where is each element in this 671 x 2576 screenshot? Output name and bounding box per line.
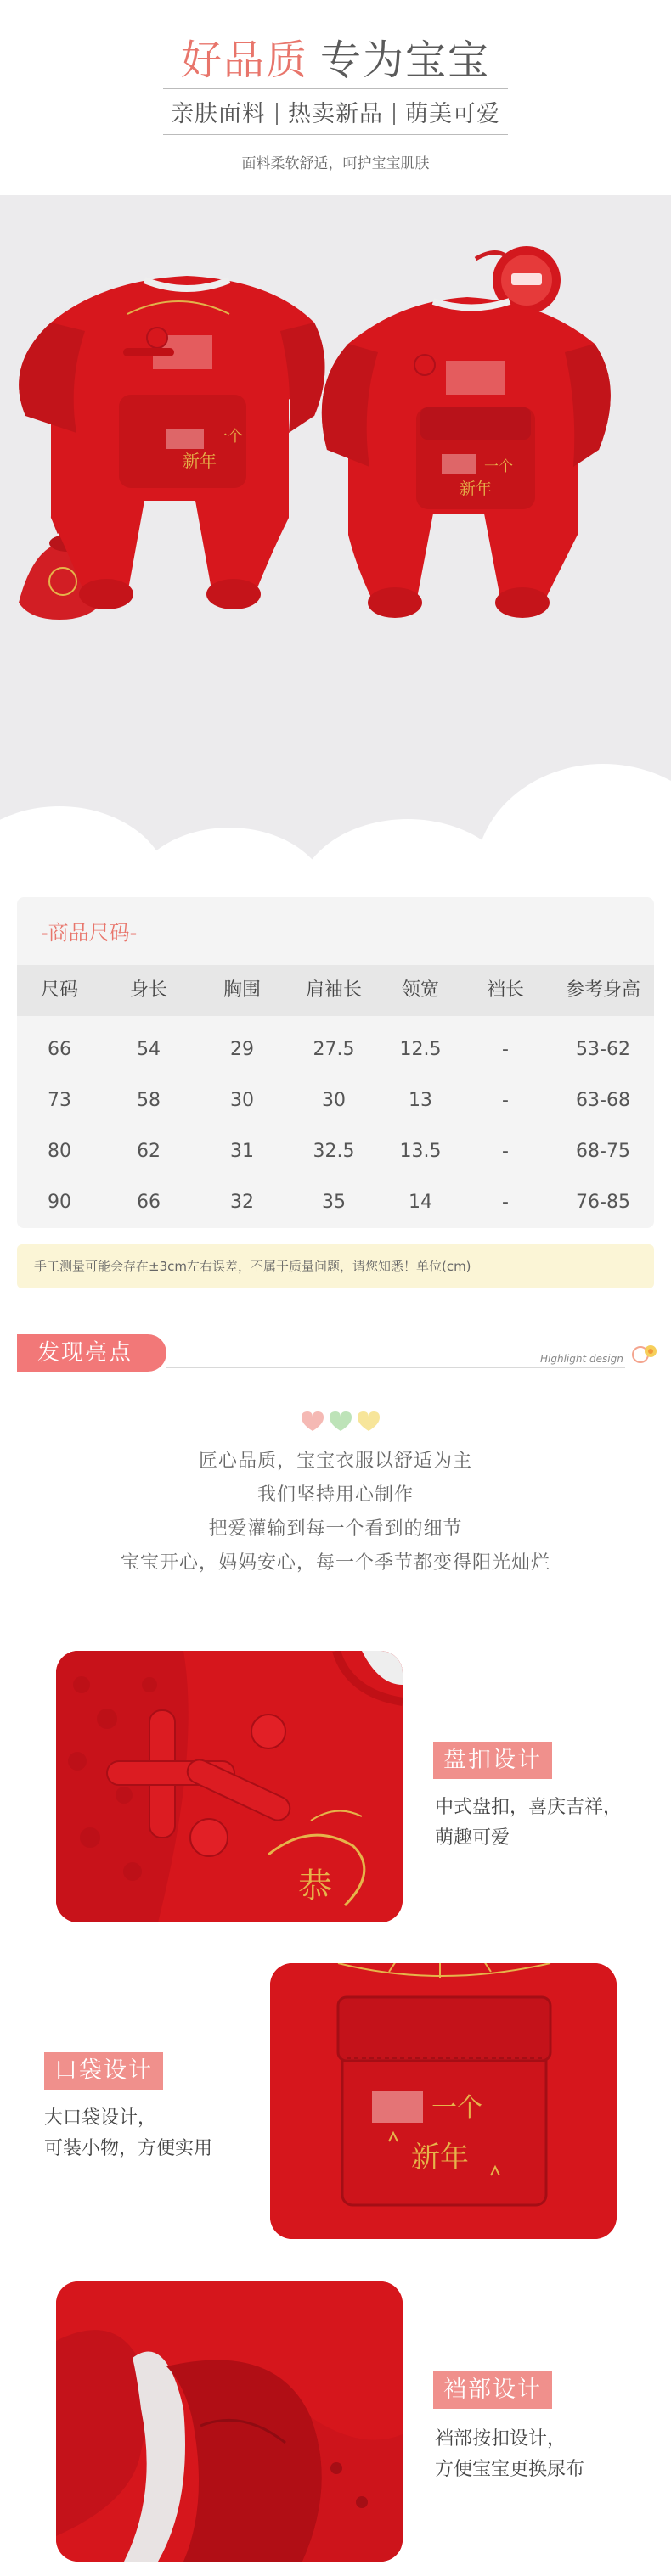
tag-item: 萌美可爱 (405, 101, 500, 127)
embroidery-text: 一个 (431, 2093, 482, 2123)
description-line: 大口袋设计， (44, 2107, 157, 2129)
hero-title-main: 专为宝宝 (320, 36, 491, 84)
column-header: 身长 (129, 979, 167, 1001)
table-cell: 73 (48, 1090, 71, 1111)
table-cell: 30 (322, 1090, 346, 1111)
product-photo (0, 195, 671, 866)
heart-icon (302, 1411, 324, 1431)
size-table (17, 897, 654, 1228)
description-line: 萌趣可爱 (435, 1827, 510, 1849)
table-cell: 30 (230, 1090, 254, 1111)
tag-separator (393, 103, 395, 125)
crotch-illustration (56, 2281, 403, 2562)
hero-title-accent: 好品质 (180, 36, 308, 84)
embroidery-text: 一个 (212, 428, 243, 446)
feature-description (44, 2103, 212, 2164)
table-cell: 66 (137, 1192, 161, 1213)
table-cell: 76-85 (576, 1192, 630, 1213)
column-header: 裆长 (486, 979, 524, 1001)
table-row (17, 1126, 654, 1177)
column-header: 领宽 (401, 979, 439, 1001)
feature-photo-crotch (56, 2281, 403, 2562)
highlights-title: 发现亮点 (17, 1334, 166, 1372)
hero-title (0, 27, 671, 86)
table-cell: - (502, 1141, 509, 1162)
table-cell: 29 (230, 1039, 254, 1060)
table-row (17, 1024, 654, 1075)
table-cell: 62 (137, 1141, 161, 1162)
column-header: 肩袖长 (305, 979, 362, 1001)
table-row (17, 1075, 654, 1126)
intro-line: 匠心品质，宝宝衣服以舒适为主 (198, 1451, 472, 1472)
table-cell: 90 (48, 1192, 71, 1213)
divider (163, 88, 508, 89)
description-line: 中式盘扣，喜庆吉祥， (435, 1797, 623, 1818)
column-header: 参考身高 (565, 979, 640, 1001)
embroidery-text: 恭 (298, 1866, 332, 1905)
table-cell: 66 (48, 1039, 71, 1060)
table-cell: 27.5 (313, 1039, 355, 1060)
highlights-caption: Highlight design (540, 1353, 623, 1365)
table-cell: - (502, 1090, 509, 1111)
intro-line: 宝宝开心，妈妈安心，每一个季节都变得阳光灿烂 (120, 1552, 550, 1574)
intro-line: 我们坚持用心制作 (257, 1484, 414, 1506)
hearts-decoration (0, 1409, 671, 1434)
table-cell: 12.5 (399, 1039, 442, 1060)
table-cell: 68-75 (576, 1141, 630, 1162)
tag-item: 热卖新品 (288, 101, 383, 127)
measurement-note: 手工测量可能会存在±3cm左右误差，不属于质量问题，请您知悉！单位(cm) (17, 1244, 654, 1288)
intro-line: 把爱灌输到每一个看到的细节 (208, 1518, 463, 1540)
embroidery-text: 新年 (459, 480, 493, 498)
heart-icon (330, 1411, 352, 1431)
table-cell: - (502, 1039, 509, 1060)
table-cell: 32 (230, 1192, 254, 1213)
column-header: 胸围 (223, 979, 261, 1001)
romper-right (322, 297, 611, 618)
highlights-intro (0, 1445, 671, 1580)
table-cell: 35 (322, 1192, 346, 1213)
tag-item: 亲肤面料 (171, 101, 266, 127)
highlights-header (17, 1334, 663, 1375)
table-cell: - (502, 1192, 509, 1213)
table-cell: 58 (137, 1090, 161, 1111)
pocket-illustration (270, 1963, 617, 2239)
feature-description (435, 1793, 622, 1854)
table-cell: 13.5 (399, 1141, 442, 1162)
feature-label: 盘扣设计 (433, 1742, 552, 1779)
hero-subtitle: 面料柔软舒适，呵护宝宝肌肤 (241, 155, 430, 172)
table-cell: 31 (230, 1141, 254, 1162)
description-line: 方便宝宝更换尿布 (435, 2459, 585, 2480)
feature-photo-pocket (270, 1963, 617, 2239)
table-cell: 32.5 (313, 1141, 355, 1162)
embroidery-text: 新年 (411, 2141, 469, 2175)
hero-tags (0, 95, 671, 128)
table-cell: 80 (48, 1141, 71, 1162)
embroidery-text: 新年 (183, 451, 217, 471)
table-cell: 13 (409, 1090, 432, 1111)
feature-description (435, 2424, 584, 2485)
feature-label: 口袋设计 (44, 2052, 163, 2090)
table-cell: 14 (409, 1192, 432, 1213)
feature-photo-buttons (56, 1651, 403, 1922)
embroidery-text: 一个 (484, 458, 513, 475)
tag-separator (276, 103, 278, 125)
size-table-header (17, 965, 654, 1016)
description-line: 裆部按扣设计， (435, 2428, 567, 2450)
divider (166, 1367, 625, 1368)
description-line: 可装小物，方便实用 (44, 2138, 213, 2159)
table-cell: 53-62 (576, 1039, 630, 1060)
frog-button-illustration (56, 1651, 403, 1922)
flower-icon (630, 1339, 659, 1368)
heart-icon (358, 1411, 380, 1431)
product-illustration (0, 195, 671, 866)
table-cell: 63-68 (576, 1090, 630, 1111)
column-header: 尺码 (40, 979, 78, 1001)
divider (163, 134, 508, 135)
table-cell: 54 (137, 1039, 161, 1060)
feature-label: 裆部设计 (433, 2371, 552, 2409)
table-row (17, 1177, 654, 1228)
size-table-title: -商品尺码- (41, 921, 138, 945)
